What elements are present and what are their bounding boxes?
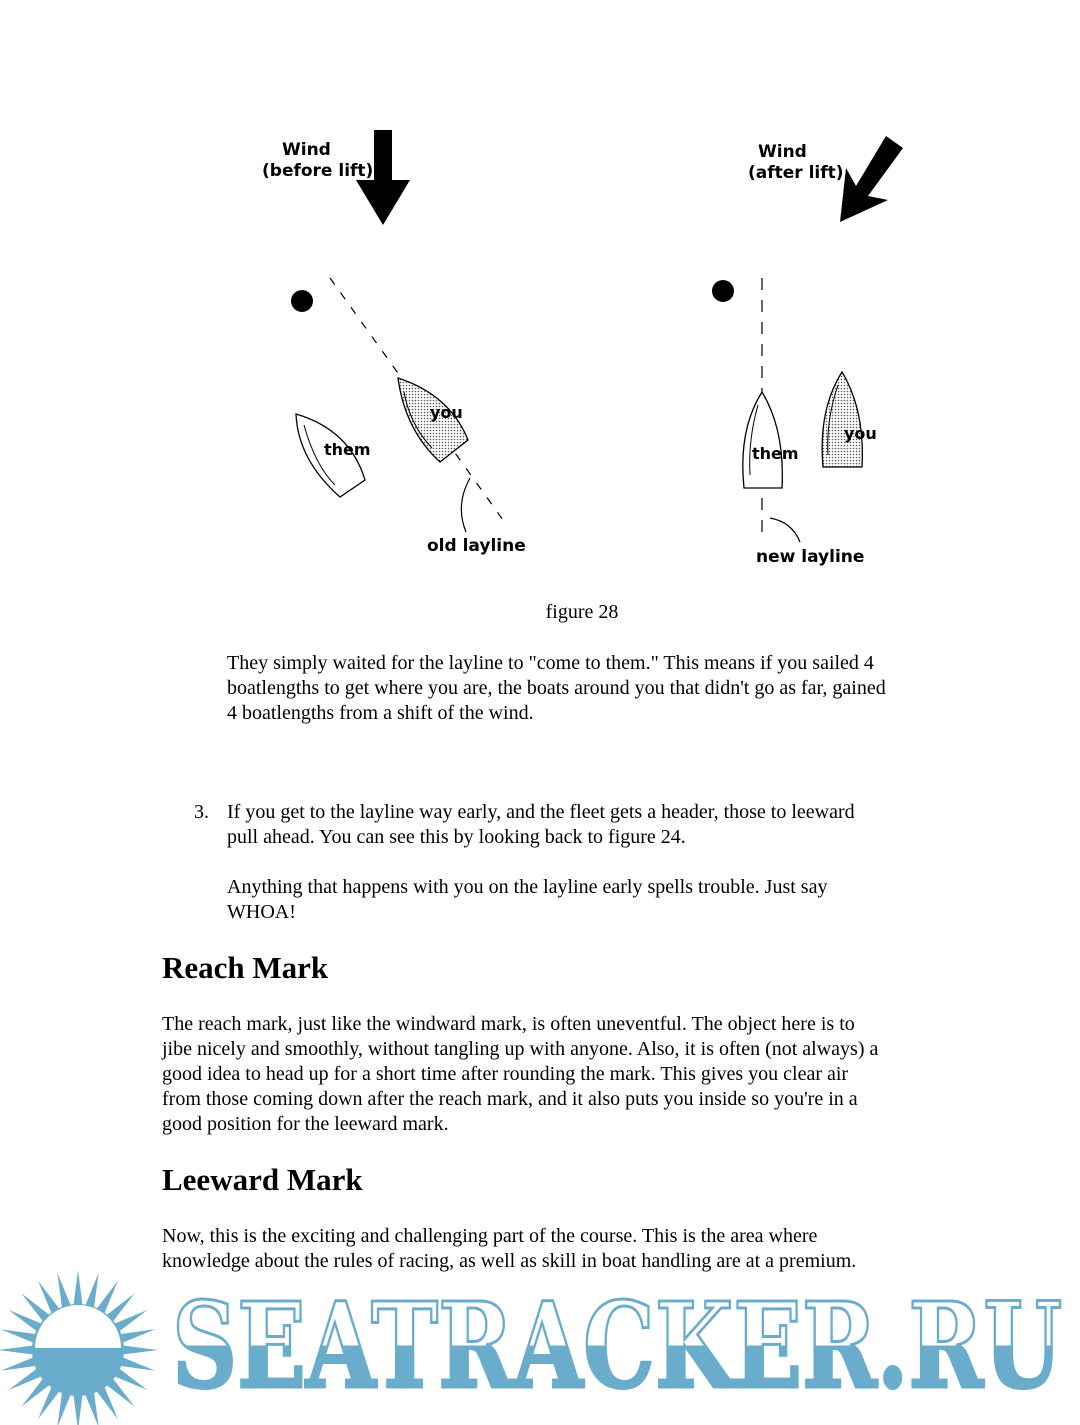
text-line: jibe nicely and smoothly, without tangling up with anyone. Also, it is often (not always) a bbox=[162, 1038, 879, 1060]
boat-them-right bbox=[743, 392, 783, 488]
wind-sub-right: (after lift) bbox=[748, 163, 844, 183]
list-number: 3. bbox=[194, 801, 209, 823]
text-line: good idea to head up for a short time after rounding the mark. This gives you clear air bbox=[162, 1063, 849, 1085]
text-line: from those coming down after the reach mark, and it also puts you inside so you're in a bbox=[162, 1088, 858, 1110]
text-line: They simply waited for the layline to "come to them." This means if you sailed 4 bbox=[227, 652, 874, 674]
figure-28-diagram bbox=[0, 0, 1080, 600]
label-them-right: them bbox=[752, 444, 799, 463]
text-line: pull ahead. You can see this by looking back to figure 24. bbox=[227, 826, 686, 848]
text-line: Now, this is the exciting and challenging part of the course. This is the area where bbox=[162, 1225, 818, 1247]
wind-label-left: Wind bbox=[282, 140, 331, 160]
text-line: WHOA! bbox=[227, 901, 296, 923]
text-line: good position for the leeward mark. bbox=[162, 1113, 449, 1135]
heading-leeward-mark: Leeward Mark bbox=[162, 1162, 363, 1197]
wind-arrow-diagonal-icon bbox=[840, 136, 903, 222]
watermark-text: SEATRACKER.RU bbox=[172, 1276, 1062, 1415]
paragraph-reach-mark bbox=[162, 1012, 878, 1137]
text-line: Anything that happens with you on the layline early spells trouble. Just say bbox=[227, 876, 828, 898]
label-you-left: you bbox=[430, 403, 463, 422]
label-old-layline: old layline bbox=[427, 536, 526, 556]
text-line: knowledge about the rules of racing, as well as skill in boat handling are at a premium. bbox=[162, 1250, 857, 1272]
list-item-3 bbox=[227, 800, 855, 850]
wind-sub-left: (before lift) bbox=[262, 161, 374, 181]
paragraph-layline bbox=[227, 651, 886, 726]
windward-mark bbox=[291, 290, 313, 312]
paragraph-whoa bbox=[227, 875, 827, 925]
text-line: 4 boatlengths from a shift of the wind. bbox=[227, 702, 534, 724]
text-line: The reach mark, just like the windward mark, is often uneventful. The object here is to bbox=[162, 1013, 855, 1035]
wind-label-right: Wind bbox=[758, 142, 807, 162]
windward-mark-right bbox=[712, 280, 734, 302]
label-you-right: you bbox=[844, 424, 877, 443]
text-line: If you get to the layline way early, and the fleet gets a header, those to leeward bbox=[227, 801, 855, 823]
label-new-layline: new layline bbox=[756, 547, 865, 567]
text-line: boatlengths to get where you are, the boats around you that didn't go as far, gained bbox=[227, 677, 886, 699]
label-them-left: them bbox=[324, 440, 371, 459]
sun-logo-icon bbox=[0, 1270, 158, 1425]
figure-caption: figure 28 bbox=[545, 601, 619, 623]
heading-reach-mark: Reach Mark bbox=[162, 950, 329, 985]
watermark bbox=[0, 1262, 1080, 1425]
